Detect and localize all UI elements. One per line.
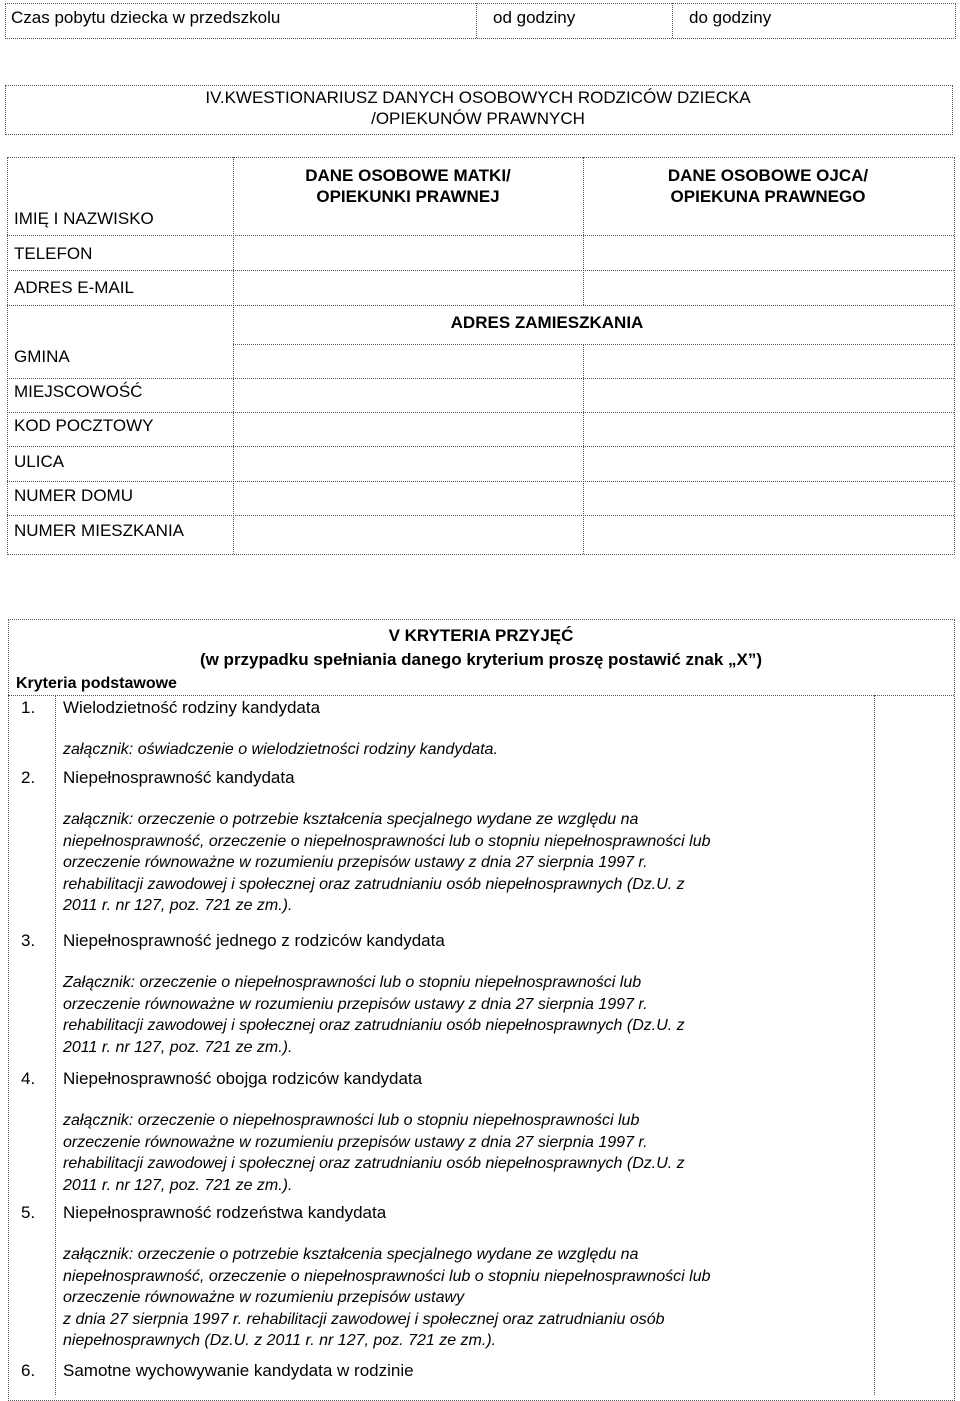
criterion-number: 5. [21,1203,36,1222]
mother-column-header: DANE OSOBOWE MATKI/ OPIEKUNKI PRAWNEJ [305,166,511,206]
criterion-item [16,930,874,1068]
criteria-list [16,697,874,1386]
criterion-title: Niepełnosprawność kandydata [63,768,295,787]
parents-table-row-line [7,446,954,447]
criterion-checkbox[interactable] [875,1202,953,1358]
criterion-number: 3. [21,931,36,950]
parents-table-col-divider-3 [583,344,584,554]
section-5-title: V KRYTERIA PRZYJĘĆ [388,626,574,645]
row-label-commune: GMINA [14,347,70,366]
criterion-title: Wielodzietność rodziny kandydata [63,698,321,717]
time-row-divider-1 [476,3,477,38]
parents-table-row-line [7,378,954,379]
criterion-title: Niepełnosprawność rodzeństwa kandydata [63,1203,387,1222]
parents-table-row-line [7,412,954,413]
section-4-title [5,87,951,129]
criterion-attachment: załącznik: orzeczenie o niepełnosprawności lub o stopniu niepełnosprawności lub orzeczenie równoważne w rozumieniu przepisów ustawy z dnia 27 sierpnia 1997 r. rehabilitacji zawodowej i społecznej oraz zatrudnianiu osób niepełnosprawnych (Dz.U. z 2011 r. nr 127, poz. 721 ze zm.). [63,1112,685,1194]
criterion-item [16,1068,874,1202]
criterion-title: Samotne wychowywanie kandydata w rodzinie [63,1361,414,1380]
criterion-checkbox[interactable] [875,930,953,1066]
section-4-title-line2: /OPIEKUNÓW PRAWNYCH [371,109,585,128]
criterion-number: 2. [21,768,36,787]
criterion-number: 6. [21,1361,36,1380]
criterion-checkbox[interactable] [875,1360,953,1384]
row-label-apartment: NUMER MIESZKANIA [14,521,185,540]
time-row-divider-2 [672,3,673,38]
parents-table-col-divider-1 [233,157,234,554]
basic-criteria-label: Kryteria podstawowe [16,675,177,692]
parents-table-row-line [7,481,954,482]
criterion-item [16,1360,874,1386]
from-hour-label: od godziny [493,8,576,27]
criterion-checkbox[interactable] [875,767,953,928]
section-5-subtitle: (w przypadku spełniania danego kryterium proszę postawić znak „X”) [199,650,763,669]
parents-table-row-line [233,344,954,345]
criterion-checkbox[interactable] [875,697,953,765]
row-label-city: MIEJSCOWOŚĆ [14,382,143,401]
criteria-header-line [8,695,954,696]
parents-table-row-line [7,270,954,271]
row-label-postcode: KOD POCZTOWY [14,416,154,435]
parents-table-row-line [7,515,954,516]
criterion-attachment: załącznik: oświadczenie o wielodzietności rodziny kandydata. [63,741,498,758]
parents-table-row-line [7,235,954,236]
to-hour-label: do godziny [689,8,772,27]
criterion-item [16,697,874,767]
criterion-number: 4. [21,1069,36,1088]
criterion-title: Niepełnosprawność jednego z rodziców kandydata [63,931,445,950]
criterion-checkbox[interactable] [875,1068,953,1200]
row-label-house: NUMER DOMU [14,486,133,505]
father-column-header: DANE OSOBOWE OJCA/ OPIEKUNA PRAWNEGO [667,166,869,206]
parents-table-row-line [7,305,954,306]
section-4-title-line1: IV.KWESTIONARIUSZ DANYCH OSOBOWYCH RODZICÓW DZIECKA [205,88,751,107]
criterion-attachment: Załącznik: orzeczenie o niepełnosprawności lub o stopniu niepełnosprawności lub orzeczenie równoważne w rozumieniu przepisów ustawy z dnia 27 sierpnia 1997 r. rehabilitacji zawodowej i społecznej oraz zatrudnianiu osób niepełnosprawnych (Dz.U. z 2011 r. nr 127, poz. 721 ze zm.). [63,974,685,1056]
criterion-number: 1. [21,698,36,717]
row-label-name: IMIĘ I NAZWISKO [14,209,154,228]
criterion-title: Niepełnosprawność obojga rodziców kandydata [63,1069,423,1088]
criterion-item [16,767,874,930]
row-label-street: ULICA [14,452,65,471]
criterion-item [16,1202,874,1360]
row-label-email: ADRES E-MAIL [14,278,134,297]
row-label-phone: TELEFON [14,244,93,263]
criterion-attachment: załącznik: orzeczenie o potrzebie kształcenia specjalnego wydane ze względu na niepełnosprawność, orzeczenie o niepełnosprawności lub o stopniu niepełnosprawności lub orzeczenie równoważne w rozumieniu przepisów ustawy z dnia 27 sierpnia 1997 r. rehabilitacji zawodowej i społecznej oraz zatrudnianiu osób niepełnosprawnych (Dz.U. z 2011 r. nr 127, poz. 721 ze zm.). [63,1246,711,1350]
criterion-attachment: załącznik: orzeczenie o potrzebie kształcenia specjalnego wydane ze względu na niepełnosprawność, orzeczenie o niepełnosprawności lub o stopniu niepełnosprawności lub orzeczenie równoważne w rozumieniu przepisów ustawy z dnia 27 sierpnia 1997 r. rehabilitacji zawodowej i społecznej oraz zatrudnianiu osób niepełnosprawnych (Dz.U. z 2011 r. nr 127, poz. 721 ze zm.). [63,811,711,915]
address-header: ADRES ZAMIESZKANIA [450,313,644,332]
time-row-label: Czas pobytu dziecka w przedszkolu [11,8,281,27]
